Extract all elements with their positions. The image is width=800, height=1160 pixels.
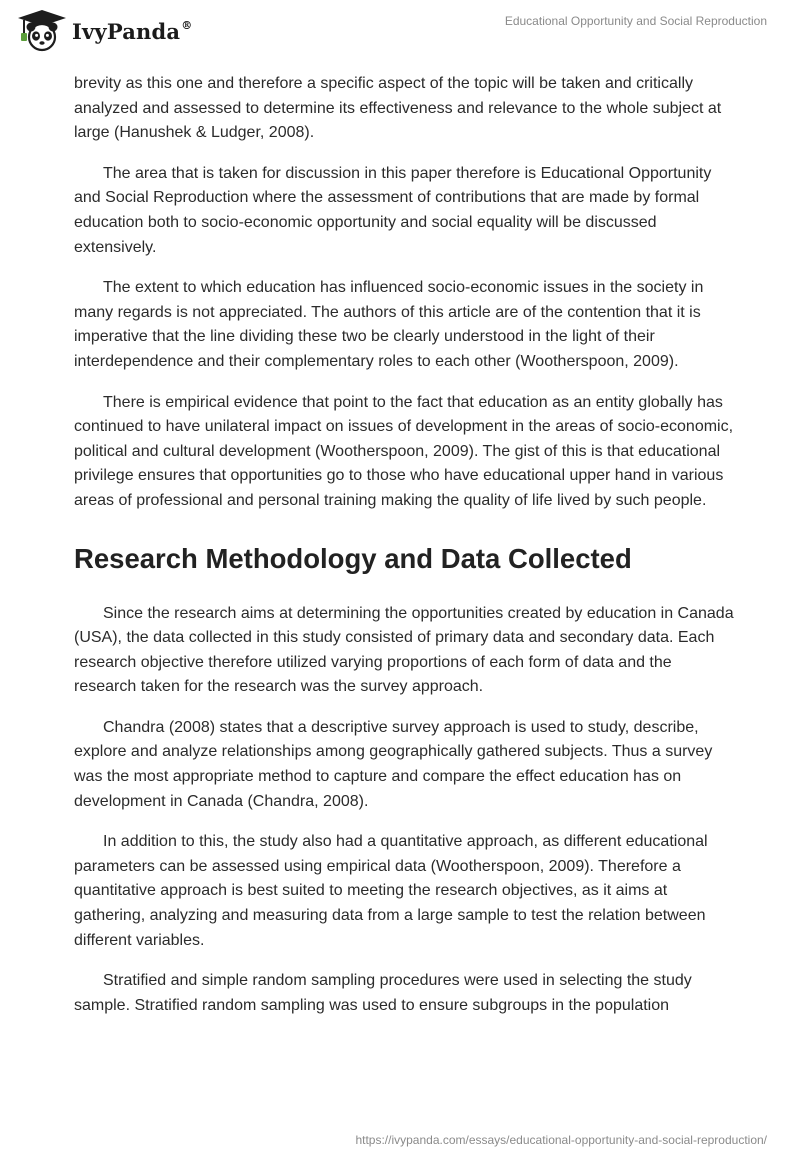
ivypanda-logo[interactable] — [14, 8, 192, 52]
paragraph: There is empirical evidence that point to the fact that education as an entity globally has continued to have unilateral impact on issues of development in the areas of socio-economic, political and cultural development (Wootherspoon, 2009). The gist of this is that educational privilege ensures that opportunities go to those who have educational upper hand in various areas of professional and personal training making the quality of life lived by such people. — [74, 393, 734, 509]
essay-body — [74, 72, 734, 1034]
source-url[interactable]: https://ivypanda.com/essays/educational-opportunity-and-social-reproduction/ — [355, 1133, 767, 1147]
paragraph: Since the research aims at determining the opportunities created by education in Canada (USA), the data collected in this study consisted of primary data and secondary data. Each research objective therefore utilized varying proportions of each form of data and the research taken for the research was the survey approach. — [74, 604, 734, 696]
paragraph: Chandra (2008) states that a descriptive survey approach is used to study, describe, explore and analyze relationships among geographically gathered subjects. Thus a survey was the most appropriate method to capture and compare the effect education has on development in Canada (Chandra, 2008). — [74, 718, 713, 810]
paragraph: The extent to which education has influenced socio-economic issues in the society in many regards is not appreciated. The authors of this article are of the contention that it is imperative that the line dividing these two be clearly understood in the light of their interdependence and their complementary roles to each other (Wootherspoon, 2009). — [74, 279, 704, 370]
paragraph: Stratified and simple random sampling procedures were used in selecting the study sample. Stratified random sampling was used to ensure subgroups in the population — [74, 972, 692, 1014]
section-heading: Research Methodology and Data Collected — [74, 542, 632, 574]
paragraph: The area that is taken for discussion in this paper therefore is Educational Opportunity and Social Reproduction where the assessment of contributions that are made by formal education both to socio-economic opportunity and social equality will be discussed extensively. — [74, 164, 712, 256]
logo-wordmark: IvyPanda® — [72, 18, 193, 44]
page-header — [0, 0, 800, 70]
document-title: Educational Opportunity and Social Reproduction — [504, 14, 767, 28]
paragraph: In addition to this, the study also had a quantitative approach, as different educational parameters can be assessed using empirical data (Wootherspoon, 2009). Therefore a quantitative approach is best suited to meeting the research objectives, as it aims at gathering, analyzing and measuring data from a large sample to test the relation between different variables. — [74, 833, 708, 949]
panda-graduate-icon — [14, 8, 66, 52]
paragraph: brevity as this one and therefore a specific aspect of the topic will be taken and critically analyzed and assessed to determine its effectiveness and relevance to the whole subject at large (Hanushek & Ludger, 2008). — [74, 75, 722, 142]
